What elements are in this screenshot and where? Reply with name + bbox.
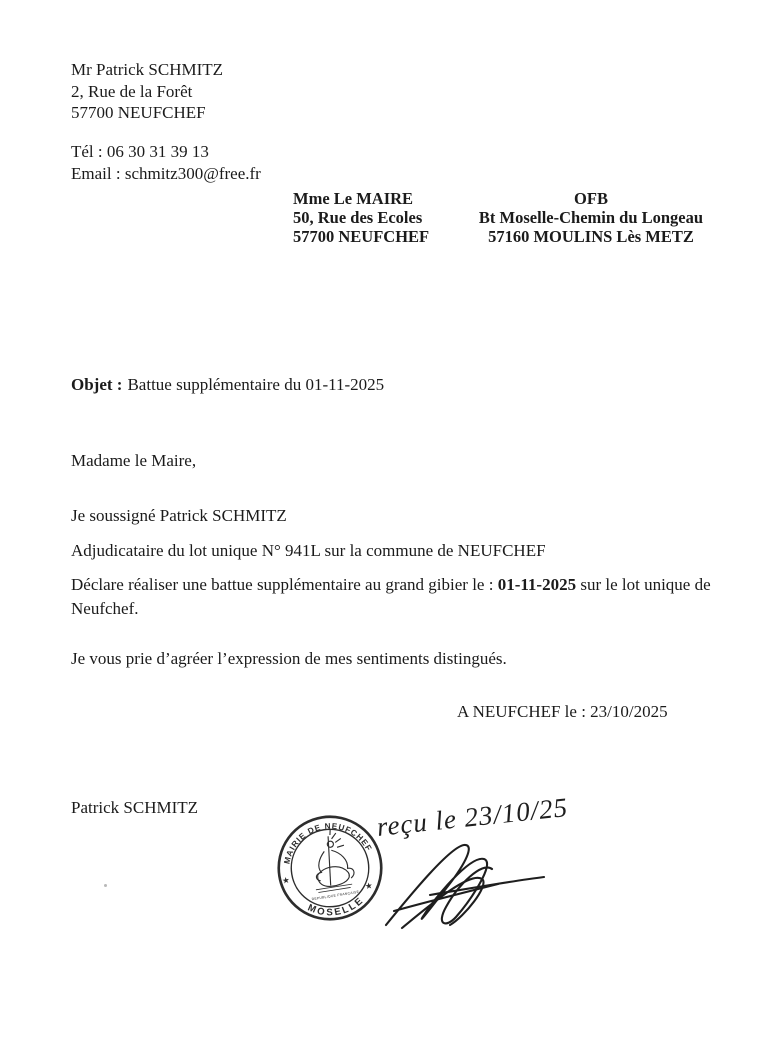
subject-label: Objet : xyxy=(71,375,123,394)
star-left-icon: ★ xyxy=(281,874,291,886)
sender-email: Email : schmitz300@free.fr xyxy=(71,163,261,183)
battue-date: 01-11-2025 xyxy=(497,575,577,594)
sender-street: 2, Rue de la Forêt xyxy=(71,81,193,101)
dateline: A NEUFCHEF le : 23/10/2025 xyxy=(457,702,668,721)
recipient-street: Bt Moselle-Chemin du Longeau xyxy=(478,208,704,227)
declaration-text-pre: Déclare réaliser une battue supplémentaire au grand gibier le : xyxy=(71,575,498,594)
sender-name: Mr Patrick SCHMITZ xyxy=(71,60,224,79)
recipient-street: 50, Rue des Ecoles xyxy=(293,208,423,227)
scan-speck xyxy=(104,884,107,887)
recipient-mairie-block xyxy=(293,189,429,246)
star-right-icon: ★ xyxy=(364,880,374,892)
sender-phone: Tél : 06 30 31 39 13 xyxy=(71,142,209,161)
recipient-name: OFB xyxy=(574,189,608,208)
recipient-city: 57700 NEUFCHEF xyxy=(293,227,430,246)
recipient-city: 57160 MOULINS Lès METZ xyxy=(488,227,694,246)
signature-scribble xyxy=(372,833,548,933)
sender-block xyxy=(71,59,223,124)
sender-contact-block xyxy=(71,141,261,184)
body-paragraph-2: Adjudicataire du lot unique N° 941L sur la commune de NEUFCHEF xyxy=(71,541,546,560)
subject-text: Battue supplémentaire du 01-11-2025 xyxy=(127,375,385,394)
declaration-text-line2: Neufchef. xyxy=(71,599,139,618)
subject-line xyxy=(71,375,384,395)
salutation: Madame le Maire, xyxy=(71,451,197,470)
closing-paragraph: Je vous prie d’agréer l’expression de mes sentiments distingués. xyxy=(71,649,507,668)
declaration-text-post: sur le lot unique de xyxy=(576,575,711,594)
stamp-arc-top-text: MAIRIE DE NEUFCHEF xyxy=(282,821,374,865)
stamp-center-caption: REPUBLIQUE FRANÇAISE xyxy=(311,889,360,902)
body-paragraph-1: Je soussigné Patrick SCHMITZ xyxy=(71,506,287,525)
marianne-figure-icon xyxy=(307,827,356,893)
signature-name: Patrick SCHMITZ xyxy=(71,798,199,817)
stamp-arc-bottom-text: MOSELLE xyxy=(305,894,367,919)
body-paragraph-3 xyxy=(71,573,711,621)
sender-city: 57700 NEUFCHEF xyxy=(71,103,206,122)
received-note-handwriting: reçu le 23/10/25 xyxy=(375,792,570,842)
recipient-ofb-block xyxy=(460,189,722,246)
recipient-name: Mme Le MAIRE xyxy=(293,189,414,208)
